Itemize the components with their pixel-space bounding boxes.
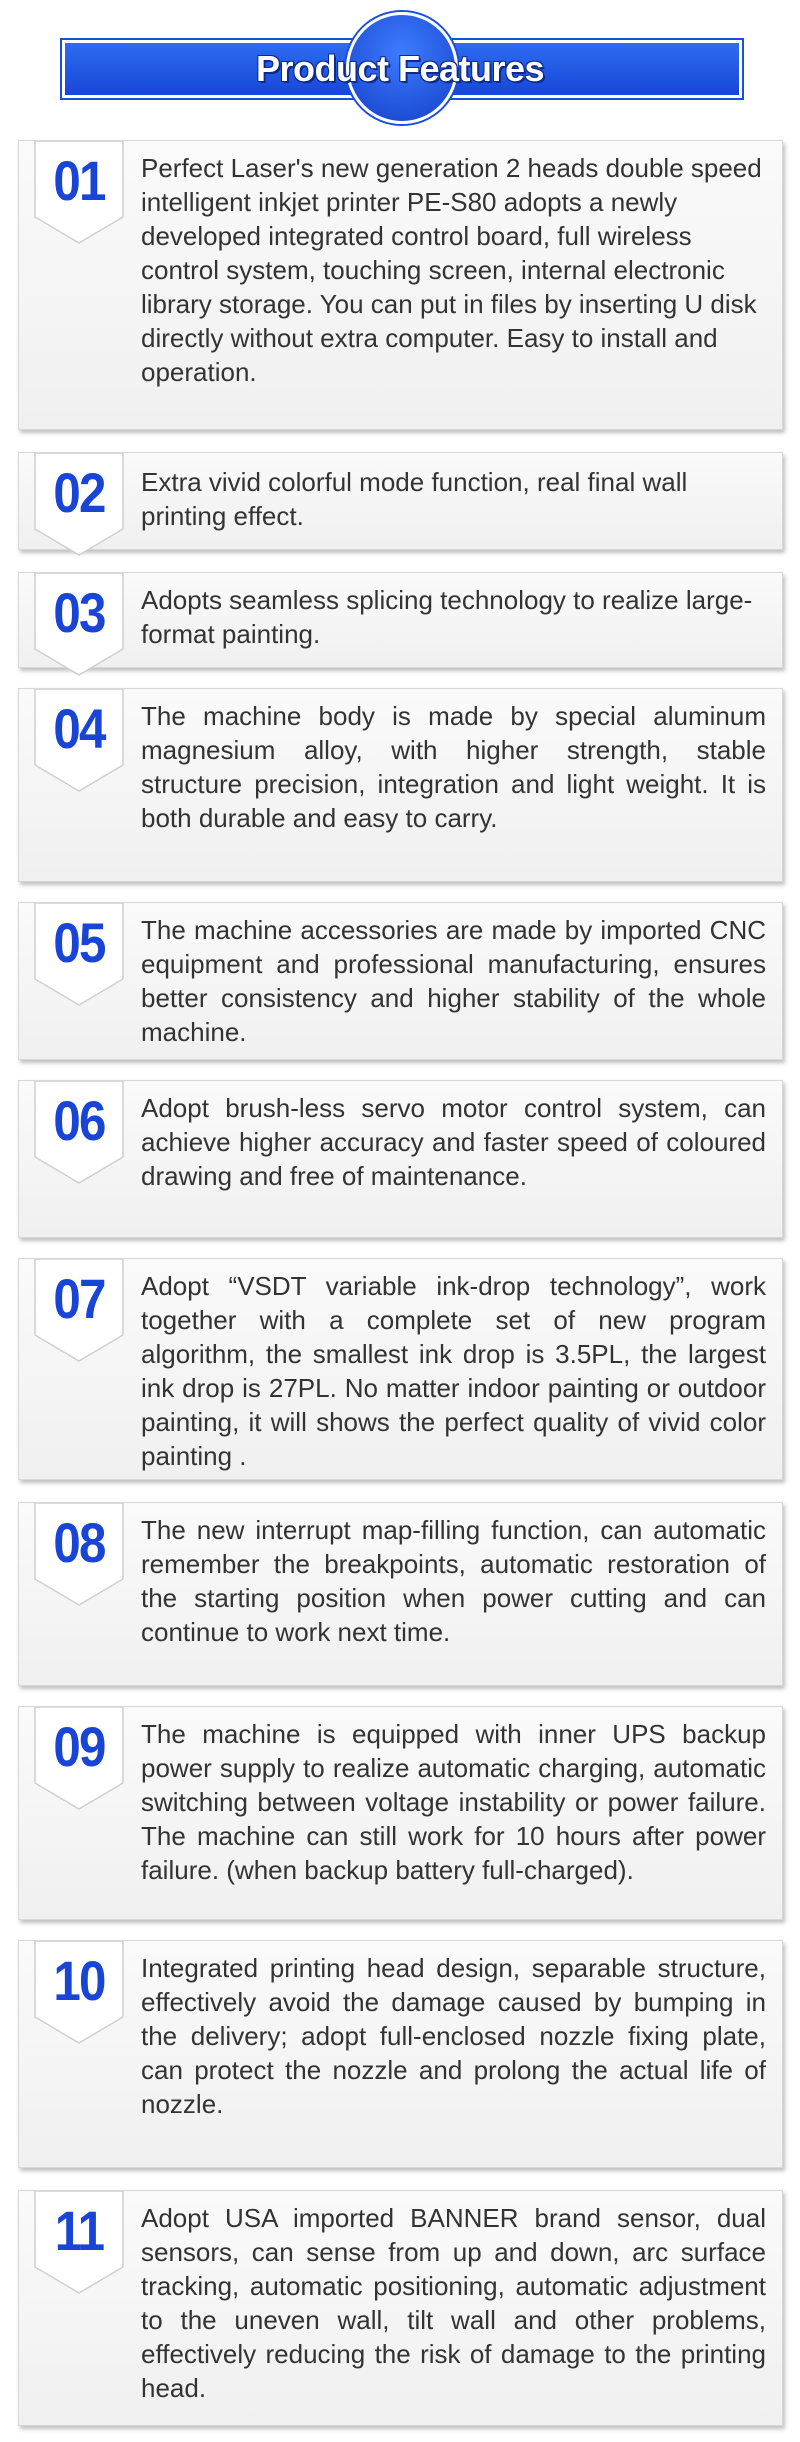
header-banner (0, 0, 800, 130)
feature-card-07 (18, 1258, 783, 1480)
number-badge (33, 689, 125, 793)
feature-text: The new interrupt map-filling function, can automatic remember the breakpoints, automatic restoration of the starting position when power cutting and can continue to work next time. (141, 1515, 766, 1647)
feature-text: Adopts seamless splicing technology to realize large-format painting. (141, 585, 753, 649)
feature-card-08 (18, 1502, 783, 1686)
feature-number: 07 (53, 1267, 105, 1330)
feature-text: The machine body is made by special aluminum magnesium alloy, with higher strength, stable structure precision, integration and light weight. It is both durable and easy to carry. (141, 701, 766, 833)
number-badge (33, 1081, 125, 1185)
number-badge (33, 141, 125, 245)
feature-card-11 (18, 2190, 783, 2426)
feature-card-02 (18, 452, 783, 550)
feature-number: 03 (53, 581, 105, 644)
feature-number: 11 (54, 2199, 104, 2262)
number-badge (33, 1259, 125, 1363)
feature-card-03 (18, 572, 783, 668)
feature-number: 04 (53, 697, 105, 760)
feature-text: Adopt “VSDT variable ink-drop technology”, work together with a complete set of new program algorithm, the smallest ink drop is 3.5PL, the largest ink drop is 27PL. No matter indoor painting or outdoor painting, it will shows the perfect quality of vivid color painting . (141, 1271, 766, 1471)
feature-card-10 (18, 1940, 783, 2168)
feature-card-06 (18, 1080, 783, 1238)
feature-card-04 (18, 688, 783, 882)
number-badge (33, 903, 125, 1007)
feature-text: The machine is equipped with inner UPS backup power supply to realize automatic charging, automatic switching between voltage instability or power failure. The machine can still work for 10 hours after power failure. (when backup battery full-charged). (141, 1719, 766, 1885)
feature-text: Perfect Laser's new generation 2 heads double speed intelligent inkjet printer PE-S80 adopts a newly developed integrated control board, full wireless control system, touching screen, internal electronic library storage. You can put in files by inserting U disk directly without extra computer. Easy to install and operation. (141, 153, 762, 387)
feature-text: Extra vivid colorful mode function, real final wall printing effect. (141, 467, 688, 531)
feature-number: 10 (53, 1949, 105, 2012)
feature-text: Adopt brush-less servo motor control system, can achieve higher accuracy and faster speed of coloured drawing and free of maintenance. (141, 1093, 766, 1191)
number-badge (33, 1503, 125, 1607)
feature-number: 09 (53, 1715, 105, 1778)
feature-text: The machine accessories are made by imported CNC equipment and professional manufacturing, ensures better consistency and higher stability of the whole machine. (141, 915, 766, 1047)
feature-card-01 (18, 140, 783, 430)
feature-text: Adopt USA imported BANNER brand sensor, dual sensors, can sense from up and down, arc surface tracking, automatic positioning, automatic adjustment to the uneven wall, tilt wall and other problems, effectively reducing the risk of damage to the printing head. (141, 2203, 766, 2403)
feature-card-09 (18, 1706, 783, 1920)
number-badge (33, 1707, 125, 1811)
number-badge (33, 453, 125, 557)
feature-number: 02 (53, 461, 105, 524)
feature-number: 08 (53, 1511, 105, 1574)
page-title: Product Features (255, 48, 545, 89)
feature-number: 01 (53, 149, 105, 212)
feature-number: 05 (53, 911, 105, 974)
feature-card-05 (18, 902, 783, 1060)
number-badge (33, 2191, 125, 2295)
feature-number: 06 (53, 1089, 105, 1152)
number-badge (33, 1941, 125, 2045)
number-badge (33, 573, 125, 677)
feature-text: Integrated printing head design, separable structure, effectively avoid the damage caused by bumping in the delivery; adopt full-enclosed nozzle fixing plate, can protect the nozzle and prolong the actual life of nozzle. (141, 1953, 766, 2119)
